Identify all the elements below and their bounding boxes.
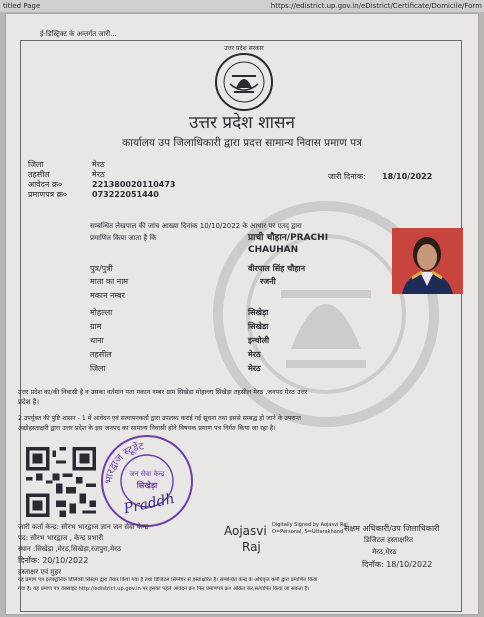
paragraph-2-line-1: 2.उपर्युक्त की पुष्टि शासन - 1 में आवेदन एवं सत्यापनकर्ता द्वारा उपलब्ध कराई गई सूचना तथा इससे सम्बद्ध हो जाने के उपरान्त xyxy=(18,415,301,422)
meta-label-tehsil: तहसील xyxy=(28,170,50,179)
field-label-house-no: मकान नम्बर xyxy=(90,291,125,300)
office-title: कार्यालय उप जिलाधिकारी द्वारा प्रदत्त सामान्य निवास प्रमाण पत्र xyxy=(122,137,362,149)
paragraph-1-line-2: प्रदेश है। xyxy=(18,398,40,406)
stamp-signature: Praddh xyxy=(122,490,176,518)
officer-date: दिनॉक: 18/10/2022 xyxy=(362,560,433,569)
intro-line-1: सम्बन्धित लेखपाल की जांच आख्या दिनांक 10/10/2022 के आधार पर एतद् द्वारा xyxy=(90,222,302,230)
issuer-place: स्थान :सिखेड़ा ,मेरठ,सिखेड़ा,रजपुरा,मेरठ xyxy=(18,545,122,553)
meta-label-certificate-no: प्रमाणपत्र क्र० xyxy=(28,190,67,199)
government-title: उत्तर प्रदेश शासन xyxy=(189,113,295,133)
digital-signer-name-2: Raj xyxy=(242,540,261,554)
digital-signer-name-1: Aojasvi xyxy=(224,524,267,538)
paragraph-1-line-1: उत्तर प्रदेश का/की निवासी है व उसका वर्तमान पता मकान नम्बर ग्राम सिखेडा मोहल्ला सिखेड़ा तहसील मेरठ ,जनपद मेरठ उत्तर xyxy=(18,388,308,396)
issuing-centre: जारी कर्ता केन्द्र: सौरभ भारद्वाज ज्ञान जन सेवा केन्द्र xyxy=(18,523,149,531)
tab-title: titled Page xyxy=(3,2,41,10)
field-label-tehsil: तहसील xyxy=(90,350,112,359)
digital-signature-note: Digitally Signed by Aojasvi Raj O=Personal, S=Uttarakhand xyxy=(272,522,348,535)
meta-value-tehsil: मेरठ xyxy=(92,170,105,179)
footer-line-1: यह प्रमाण पत्र इलेक्ट्रॉनिक डिलिवरी सिस्टम द्वारा तैयार किया गया है तथा डिजिटल सिग्नेचर से हस्ताक्षरित है। सम्बन्धित केन्द्र के अधिकृत कर्मी द्वारा प्रमाणित किया xyxy=(18,577,318,583)
issue-date-label: जारी दिनांक: xyxy=(328,172,366,181)
digitally-signed-label: डिजिटल हस्ताक्षरित xyxy=(364,536,413,544)
meta-value-district: मेरठ xyxy=(92,160,105,169)
issue-date: 18/10/2022 xyxy=(382,172,433,181)
browser-print-header xyxy=(0,0,484,12)
applicant-name-line-2: CHAUHAN xyxy=(248,245,299,255)
field-label-village: ग्राम xyxy=(90,322,102,331)
meta-value-certificate-no: 073222051440 xyxy=(92,190,159,199)
stamp-middle-text: जन सेवा केन्द्र xyxy=(129,470,165,478)
certificate-page xyxy=(6,14,478,614)
field-label-locality: मोहल्ला xyxy=(90,308,113,317)
field-label-police-station: थाना xyxy=(90,336,104,345)
meta-label-district: जिला xyxy=(28,160,44,169)
field-value-district: मेरठ xyxy=(248,364,261,373)
field-value-parent: वीरपाल सिंह चौहान xyxy=(248,264,306,273)
meta-value-application-no: 221380020110473 xyxy=(92,180,176,189)
field-label-district: जिला xyxy=(90,364,106,373)
field-value-mother: रजनी xyxy=(260,277,276,286)
field-label-mother: माता का नाम xyxy=(90,277,129,286)
seal-stamp-icon xyxy=(98,432,196,530)
qr-code-icon xyxy=(26,447,96,517)
paragraph-2-line-2: अद्योहस्ताक्षरी द्वारा उत्तर प्रदेश के इस जनपद का सामान्य निवासी होने विषयक प्रमाण पत्र निर्गत किया जा रहा है। xyxy=(18,424,276,432)
emblem-text: उत्तर प्रदेश सरकार xyxy=(224,45,264,52)
stamp-top-text: भारद्वाज स्टूडेंट xyxy=(103,441,145,485)
field-value-police-station: इन्चोली xyxy=(248,336,270,345)
meta-label-application-no: आवेदन क्र० xyxy=(28,180,63,189)
issuer-date: दिनॉक: 20/10/2022 xyxy=(18,556,89,565)
up-emblem-icon xyxy=(212,52,276,112)
intro-line-2: प्रमाणित किया जाता है कि xyxy=(90,234,157,242)
field-label-parent: पुत्र/पुत्री xyxy=(90,264,113,273)
stamp-place-text: सिखेड़ा xyxy=(136,481,158,490)
applicant-name-line-1: प्राची चौहान/PRACHI xyxy=(248,233,329,243)
field-value-tehsil: मेरठ xyxy=(248,350,261,359)
signature-and-seal-label: हस्ताक्षर एवं मुहर xyxy=(18,568,62,576)
header-note: ई-डिस्ट्रिक्ट के अन्तर्गत जारी... xyxy=(40,30,117,38)
issuer-designation: पद: सौरभ भारद्वाज , केन्द्र प्रभारी xyxy=(18,534,104,542)
officer-place: मेरठ,मेरठ xyxy=(372,548,397,556)
page-url: https://edistrict.up.gov.in/eDistrict/Certificate/Domicile/Form xyxy=(270,2,482,10)
competent-officer: सक्षम अधिकारी/उप जिलाधिकारी xyxy=(344,524,440,533)
applicant-photo xyxy=(392,228,463,294)
field-value-village: सिखेडा xyxy=(248,322,269,331)
field-value-locality: सिखेड़ा xyxy=(248,308,269,317)
footer-line-2: गया है। यह प्रमाण पत्र वेबसाइट http://edistrict.up.gov.in पर इसका पहले आवेदन क्र० फिर प्रमाणपत्र क्र० अंकित कर,सत्यापित किया जा सकता है। xyxy=(18,586,310,592)
